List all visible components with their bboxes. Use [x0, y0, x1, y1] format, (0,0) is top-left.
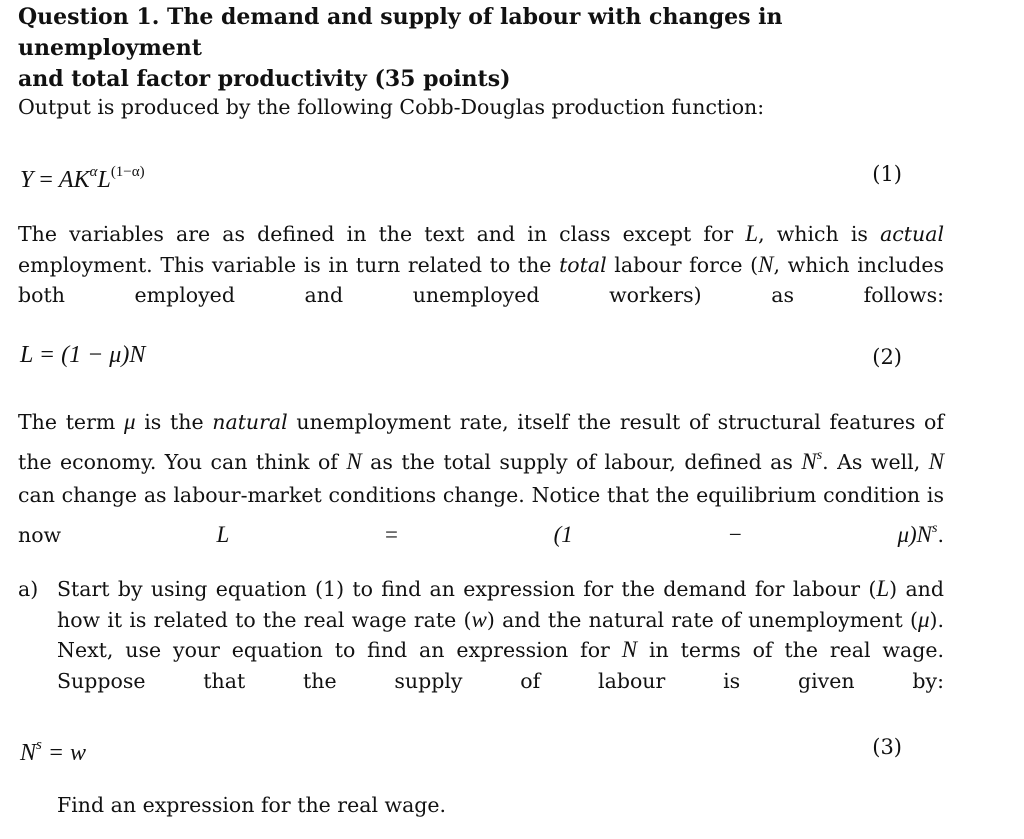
equation-2-expression: L = (1 − μ)N — [20, 342, 146, 368]
equation-2 — [20, 340, 902, 374]
part-a-text: Start by using equation (1) to find an expression for the demand for labour (L) and how it is related to the real wage rate (w) and the natural rate of unemployment (μ). Next, use your equation to find an expression for N in terms of the real wage. Suppose that the supply of labour is given by: — [57, 576, 945, 693]
intro-paragraph: Output is produced by the following Cobb-Douglas production function: — [18, 95, 765, 119]
part-a — [0, 574, 1024, 704]
unemployment-paragraph: The term μ is the natural unemployment rate, itself the result of structural features of the economy. You can think of N as the total supply of labour, defined as $N^s$. As well, N can change as labour-market conditions change. Notice that the equilibrium condition is now $L = (1 - \mu)N^s$. — [18, 409, 945, 547]
equation-3 — [20, 730, 902, 764]
equation-1-number: (1) — [872, 162, 902, 186]
final-instruction: Find an expression for the real wage. — [57, 793, 447, 817]
equation-1-expression: $Y = AK^\alpha L^{(1-\alpha)}$ — [20, 164, 145, 193]
variables-paragraph: The variables are as defined in the text and in class except for L, which is actual employment. This variable is in turn related to the total labour force (N, which includes both employed and unemployed workers) as follows: — [18, 221, 945, 307]
equation-3-number: (3) — [872, 735, 902, 759]
equation-2-number: (2) — [872, 345, 902, 369]
question-title-line2: and total factor productivity (35 points) — [18, 66, 511, 92]
part-a-label: a) — [18, 577, 39, 601]
question-title — [18, 2, 944, 95]
equation-1 — [20, 157, 902, 191]
question-title-line1: Question 1. The demand and supply of labour with changes in unemployment — [18, 4, 783, 61]
equation-3-expression: $N^s = w$ — [20, 737, 87, 766]
